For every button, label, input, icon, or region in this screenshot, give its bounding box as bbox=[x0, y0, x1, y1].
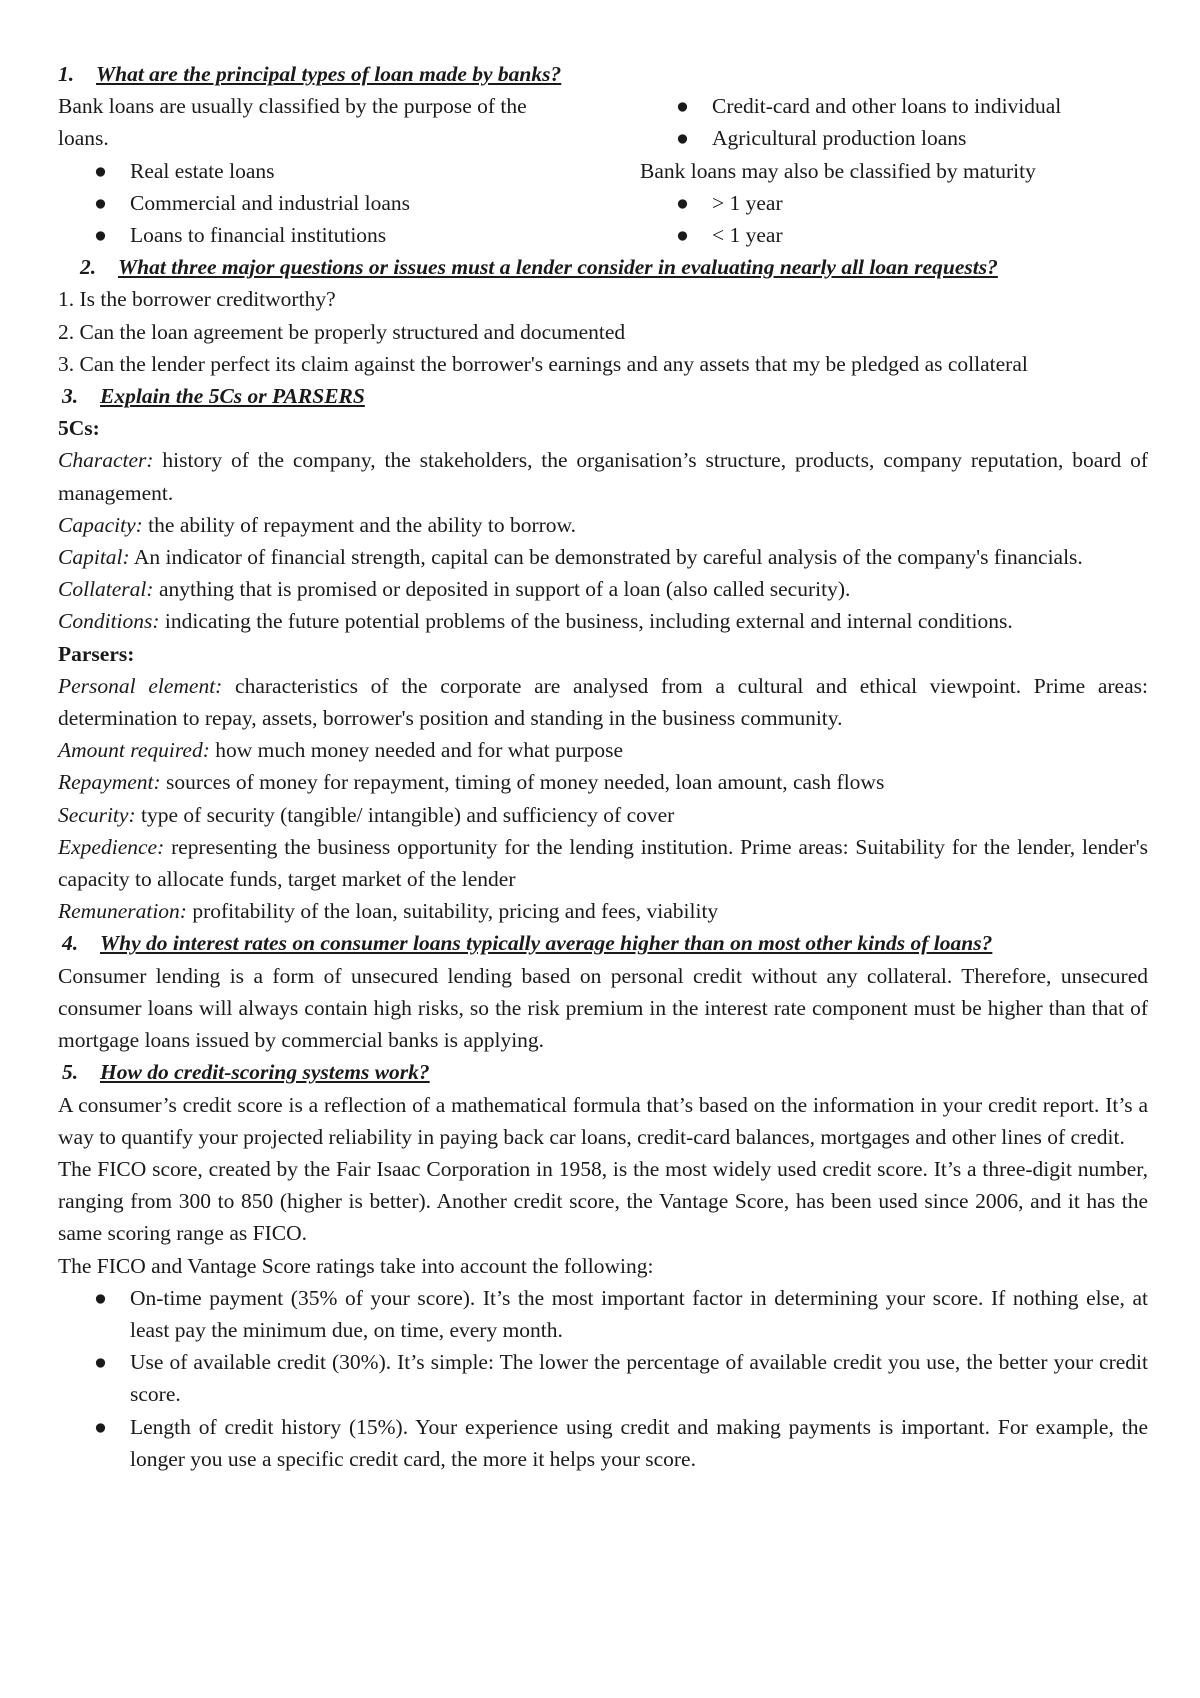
bullet-icon: ● bbox=[94, 1350, 107, 1375]
bullet-icon: ● bbox=[676, 94, 689, 119]
q2-answer-3: 3. Can the lender perfect its claim against the borrower's earnings and any assets that my be pledged as collateral bbox=[58, 351, 1028, 376]
list-item: ● Use of available credit (30%). It’s simple: The lower the percentage of available credit you use, the better your credit score. bbox=[58, 1346, 1148, 1410]
question-title: How do credit-scoring systems work? bbox=[100, 1060, 430, 1085]
question-5-heading bbox=[58, 1056, 1148, 1088]
5c-capital: Capital: An indicator of financial strength, capital can be demonstrated by careful analysis of the company's financials. bbox=[58, 545, 1083, 570]
q5-paragraph-3: The FICO and Vantage Score ratings take into account the following: bbox=[58, 1253, 654, 1278]
q5-paragraph-2: The FICO score, created by the Fair Isaac Corporation in 1958, is the most widely used credit score. It’s a three-digit number, ranging from 300 to 850 (higher is better). Another credit score, the Vantage Score, has been used since 2006, and it has the same scoring range as FICO. bbox=[58, 1156, 1148, 1246]
5c-capacity: Capacity: the ability of repayment and the ability to borrow. bbox=[58, 512, 577, 537]
question-title: What are the principal types of loan made by banks? bbox=[96, 62, 562, 86]
parser-security: Security: type of security (tangible/ intangible) and sufficiency of cover bbox=[58, 802, 675, 827]
q2-answer-1: 1. Is the borrower creditworthy? bbox=[58, 287, 336, 312]
q1-maturity-list bbox=[640, 187, 1148, 251]
bullet-icon: ● bbox=[676, 190, 689, 215]
q1-right-column bbox=[640, 90, 1148, 251]
list-item: ● Loans to financial institutions bbox=[58, 219, 640, 251]
q1-purpose-list bbox=[58, 155, 640, 252]
list-item: ● Real estate loans bbox=[58, 155, 640, 187]
parser-personal-element: Personal element: characteristics of the corporate are analysed from a cultural and ethical viewpoint. Prime areas: determination to repay, assets, borrower's position and standing in the business community. bbox=[58, 673, 1148, 731]
q1-intro: Bank loans are usually classified by the purpose of the loans. bbox=[58, 94, 527, 151]
question-number: 4. bbox=[62, 931, 79, 956]
5cs-heading: 5Cs: bbox=[58, 416, 100, 441]
bullet-icon: ● bbox=[676, 223, 689, 248]
question-title: Explain the 5Cs or PARSERS bbox=[100, 384, 365, 409]
list-item: ● Length of credit history (15%). Your experience using credit and making payments is important. For example, the longer you use a specific credit card, the more it helps your score. bbox=[58, 1411, 1148, 1475]
bullet-icon: ● bbox=[94, 1414, 107, 1439]
q4-answer: Consumer lending is a form of unsecured lending based on personal credit without any collateral. Therefore, unsecured consumer loans will always contain high risks, so the risk premium in the interest rate component must be higher than that of mortgage loans issued by commercial banks is applying. bbox=[58, 963, 1148, 1053]
parser-expedience: Expedience: representing the business opportunity for the lending institution. Prime areas: Suitability for the lender, lender's capacity to allocate funds, target market of the lender bbox=[58, 834, 1148, 892]
q1-two-column bbox=[58, 90, 1148, 251]
question-1-heading bbox=[58, 58, 1148, 90]
list-item: ● On-time payment (35% of your score). It’s the most important factor in determining your score. If nothing else, at least pay the minimum due, on time, every month. bbox=[58, 1282, 1148, 1346]
list-item: ● Commercial and industrial loans bbox=[58, 187, 640, 219]
q1-maturity-intro: Bank loans may also be classified by maturity bbox=[640, 158, 1036, 183]
q2-answer-2: 2. Can the loan agreement be properly structured and documented bbox=[58, 319, 626, 344]
bullet-icon: ● bbox=[94, 158, 107, 183]
list-item: ● Credit-card and other loans to individual bbox=[640, 90, 1148, 122]
5c-character: Character: history of the company, the stakeholders, the organisation’s structure, products, company reputation, board of management. bbox=[58, 448, 1148, 505]
bullet-icon: ● bbox=[94, 190, 107, 215]
question-title: Why do interest rates on consumer loans typically average higher than on most other kinds of loans? bbox=[100, 931, 993, 956]
bullet-icon: ● bbox=[94, 1285, 107, 1310]
list-item: ● < 1 year bbox=[640, 219, 1148, 251]
question-3-heading bbox=[58, 380, 1148, 412]
parser-remuneration: Remuneration: profitability of the loan, suitability, pricing and fees, viability bbox=[58, 899, 719, 924]
bullet-icon: ● bbox=[676, 126, 689, 151]
list-item: ● Agricultural production loans bbox=[640, 122, 1148, 154]
question-2-heading bbox=[58, 251, 1148, 283]
parsers-heading: Parsers: bbox=[58, 641, 135, 666]
parser-repayment: Repayment: sources of money for repayment, timing of money needed, loan amount, cash flows bbox=[58, 770, 885, 795]
q1-left-column bbox=[58, 90, 640, 251]
5c-conditions: Conditions: indicating the future potential problems of the business, including external and internal conditions. bbox=[58, 609, 1013, 634]
q5-factor-list bbox=[58, 1282, 1148, 1475]
5c-collateral: Collateral: anything that is promised or deposited in support of a loan (also called security). bbox=[58, 577, 851, 602]
question-title: What three major questions or issues must a lender consider in evaluating nearly all loan requests? bbox=[118, 255, 998, 280]
q1-purpose-list-continued bbox=[640, 90, 1148, 154]
parser-amount-required: Amount required: how much money needed and for what purpose bbox=[58, 738, 624, 763]
question-4-heading bbox=[58, 927, 1148, 959]
list-item: ● > 1 year bbox=[640, 187, 1148, 219]
q5-paragraph-1: A consumer’s credit score is a reflection of a mathematical formula that’s based on the information in your credit report. It’s a way to quantify your projected reliability in paying back car loans, credit-card balances, mortgages and other lines of credit. bbox=[58, 1092, 1148, 1149]
bullet-icon: ● bbox=[94, 223, 107, 248]
question-number: 1. bbox=[58, 62, 75, 86]
question-number: 2. bbox=[80, 255, 97, 280]
question-number: 5. bbox=[62, 1060, 79, 1085]
question-number: 3. bbox=[62, 384, 79, 409]
